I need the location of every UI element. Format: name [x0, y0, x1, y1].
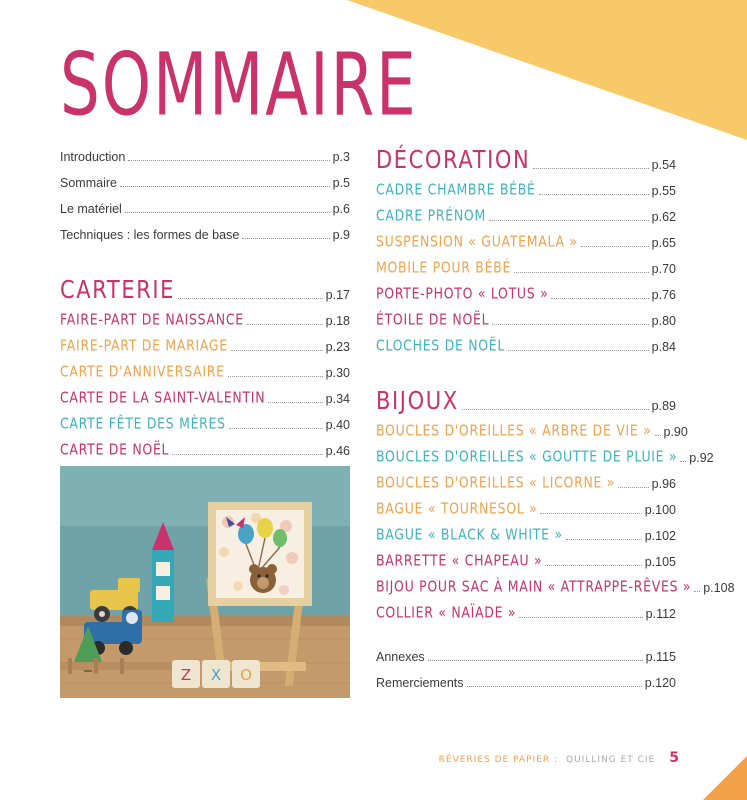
toc-dot-leader — [680, 460, 686, 462]
toc-entry-page: p.34 — [325, 392, 350, 406]
toc-row[interactable] — [376, 179, 676, 199]
toc-entry-page: p.92 — [689, 451, 714, 465]
toc-entry-label: CARTE FÊTE DES MÈRES — [60, 413, 226, 432]
toc-entry-page: p.9 — [332, 228, 350, 242]
toc-dot-leader — [492, 323, 648, 325]
toc-entry-label: Le matériel — [60, 202, 122, 216]
toc-dot-leader — [229, 427, 323, 429]
toc-entry-page: p.76 — [651, 288, 676, 302]
toc-entry-label: Sommaire — [60, 176, 117, 190]
section-carterie — [60, 275, 350, 459]
toc-dot-leader — [242, 237, 329, 239]
toc-entry-label: PORTE-PHOTO « LOTUS » — [376, 283, 549, 302]
toc-dot-leader — [545, 564, 641, 566]
toc-entry-page: p.84 — [651, 340, 676, 354]
section-heading-page: p.54 — [651, 158, 676, 172]
toc-row[interactable] — [376, 309, 676, 329]
toc-dot-leader — [268, 401, 322, 403]
front-matter-list — [60, 150, 350, 243]
toc-entry-page: p.115 — [645, 650, 676, 664]
decorative-corner-bottom-right — [703, 756, 747, 800]
toc-dot-leader — [178, 297, 323, 299]
toc-entry-label: CADRE PRÉNOM — [376, 205, 486, 224]
toc-dot-leader — [462, 408, 649, 410]
toc-entry-label: BARRETTE « CHAPEAU » — [376, 550, 543, 569]
toc-dot-leader — [655, 434, 661, 436]
toc-entry-label: CLOCHES DE NOËL — [376, 335, 506, 354]
toc-entry-page: p.80 — [651, 314, 676, 328]
toc-entry-page: p.5 — [332, 176, 350, 190]
toc-dot-leader — [540, 512, 641, 514]
toc-dot-leader — [247, 323, 323, 325]
toc-entry-label: CARTE D'ANNIVERSAIRE — [60, 361, 225, 380]
toc-entry-page: p.112 — [645, 607, 676, 621]
toc-entry-label: BOUCLES D'OREILLES « ARBRE DE VIE » — [376, 420, 652, 439]
toc-row[interactable] — [60, 361, 350, 381]
toc-entry-page: p.6 — [332, 202, 350, 216]
toc-entry-page: p.102 — [644, 529, 676, 543]
toc-row[interactable] — [60, 309, 350, 329]
toc-dot-leader — [128, 159, 329, 161]
toc-row[interactable] — [60, 202, 350, 217]
toc-entry-page: p.40 — [325, 418, 350, 432]
footer-brand-primary: RÊVERIES DE PAPIER : — [438, 755, 558, 765]
toc-row[interactable] — [60, 228, 350, 243]
toc-row[interactable] — [376, 283, 676, 303]
section-heading-row[interactable] — [376, 386, 676, 415]
toc-row[interactable] — [376, 257, 676, 277]
toc-row[interactable] — [60, 150, 350, 165]
toc-row[interactable] — [60, 176, 350, 191]
toc-entry-label: Remerciements — [376, 676, 464, 690]
toc-entry-page: p.18 — [325, 314, 350, 328]
toc-entry-label: BAGUE « TOURNESOL » — [376, 498, 538, 517]
toc-row[interactable] — [376, 576, 735, 596]
toc-dot-leader — [125, 211, 330, 213]
section-decoration — [376, 145, 676, 355]
toc-entry-page: p.100 — [644, 503, 676, 517]
toc-entry-page: p.46 — [325, 444, 350, 458]
toc-dot-leader — [581, 245, 649, 247]
toc-row[interactable] — [376, 472, 676, 492]
toc-row[interactable] — [376, 650, 676, 665]
toc-row[interactable] — [376, 498, 676, 518]
svg-text:Z: Z — [180, 666, 192, 684]
toc-dot-leader — [514, 271, 649, 273]
toc-dot-leader — [618, 486, 649, 488]
toc-row[interactable] — [376, 335, 676, 355]
toc-dot-leader — [566, 538, 642, 540]
toc-entry-label: CARTE DE LA SAINT-VALENTIN — [60, 387, 266, 406]
page-title: SOMMAIRE — [60, 36, 418, 136]
photo-illustration — [60, 466, 350, 698]
toc-dot-leader — [533, 167, 648, 169]
toc-dot-leader — [508, 349, 649, 351]
toc-entry-label: Annexes — [376, 650, 425, 664]
svg-text:O: O — [240, 666, 252, 684]
toc-entry-page: p.65 — [651, 236, 676, 250]
toc-entry-page: p.70 — [651, 262, 676, 276]
toc-entry-page: p.3 — [332, 150, 350, 164]
photo-quilling-frame — [60, 466, 350, 698]
toc-row[interactable] — [376, 446, 714, 466]
toc-dot-leader — [489, 219, 649, 221]
spacer — [376, 632, 676, 650]
toc-row[interactable] — [376, 231, 676, 251]
toc-dot-leader — [551, 297, 648, 299]
section-entries — [60, 309, 350, 459]
toc-dot-leader — [467, 685, 642, 687]
toc-row[interactable] — [376, 550, 676, 570]
page-number: 5 — [669, 750, 679, 766]
toc-dot-leader — [539, 193, 649, 195]
footer-brand-secondary: QUILLING ET CIE — [566, 755, 656, 765]
section-entries — [376, 420, 735, 622]
toc-dot-leader — [172, 453, 322, 455]
toc-entry-page: p.96 — [651, 477, 676, 491]
toc-entry-label: COLLIER « NAÏADE » — [376, 602, 517, 621]
toc-entry-label: FAIRE-PART DE NAISSANCE — [60, 309, 244, 328]
toc-entry-label: MOBILE POUR BÉBÉ — [376, 257, 512, 276]
toc-entry-page: p.55 — [651, 184, 676, 198]
toc-entry-label: BOUCLES D'OREILLES « LICORNE » — [376, 472, 616, 491]
page-footer — [439, 750, 679, 766]
toc-entry-label: CARTE DE NOËL — [60, 439, 170, 458]
toc-row[interactable] — [60, 439, 350, 459]
toc-dot-leader — [694, 590, 700, 592]
toc-row[interactable] — [376, 602, 676, 622]
section-heading-row[interactable] — [60, 275, 350, 304]
toc-entry-page: p.90 — [663, 425, 688, 439]
toc-entry-page: p.23 — [325, 340, 350, 354]
section-entries — [376, 179, 676, 355]
section-heading-label: DÉCORATION — [376, 145, 531, 174]
section-heading-label: BIJOUX — [376, 386, 459, 415]
toc-entry-page: p.105 — [644, 555, 676, 569]
section-heading-page: p.89 — [651, 399, 676, 413]
toc-entry-label: Techniques : les formes de base — [60, 228, 240, 242]
toc-entry-page: p.120 — [644, 676, 676, 690]
toc-dot-leader — [228, 375, 323, 377]
toc-entry-label: CADRE CHAMBRE BÉBÉ — [376, 179, 536, 198]
section-bijoux — [376, 386, 735, 622]
toc-entry-page: p.62 — [651, 210, 676, 224]
toc-row[interactable] — [60, 413, 350, 433]
toc-entry-page: p.108 — [703, 581, 735, 595]
toc-entry-label: FAIRE-PART DE MARIAGE — [60, 335, 228, 354]
toc-entry-label: Introduction — [60, 150, 126, 164]
left-column — [60, 150, 350, 469]
toc-entry-label: ÉTOILE DE NOËL — [376, 309, 490, 328]
toc-dot-leader — [120, 185, 330, 187]
toc-dot-leader — [428, 659, 643, 661]
toc-row[interactable] — [376, 420, 688, 440]
toc-row[interactable] — [60, 335, 350, 355]
toc-entry-label: BOUCLES D'OREILLES « GOUTTE DE PLUIE » — [376, 446, 678, 465]
toc-row[interactable] — [376, 524, 676, 544]
toc-row[interactable] — [376, 205, 676, 225]
toc-entry-label: BIJOU POUR SAC À MAIN « ATTRAPPE-RÊVES » — [376, 576, 692, 595]
section-heading-page: p.17 — [325, 288, 350, 302]
right-column — [376, 145, 735, 702]
back-matter-list — [376, 650, 676, 691]
toc-entry-page: p.30 — [325, 366, 350, 380]
toc-entry-label: SUSPENSION « GUATEMALA » — [376, 231, 578, 250]
toc-dot-leader — [519, 616, 642, 618]
svg-text:X: X — [210, 666, 222, 684]
toc-row[interactable] — [60, 387, 350, 407]
section-heading-label: CARTERIE — [60, 275, 176, 304]
toc-entry-label: BAGUE « BLACK & WHITE » — [376, 524, 563, 543]
section-heading-row[interactable] — [376, 145, 676, 174]
toc-row[interactable] — [376, 676, 676, 691]
toc-dot-leader — [231, 349, 323, 351]
